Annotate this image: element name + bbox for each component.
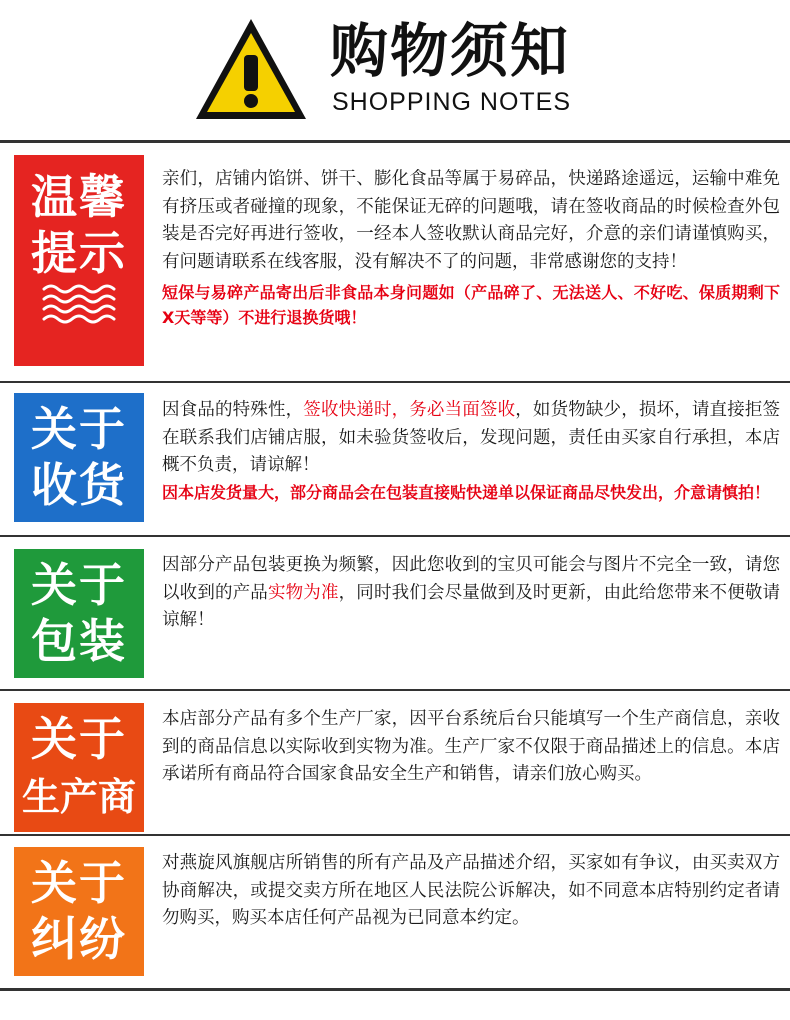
paragraph: 对燕旋风旗舰店所销售的所有产品及产品描述介绍，买家如有争议，由买卖双方协商解决，或提交卖方所在地区人民法院公诉解决，如不同意本店特别约定者请勿购买，购买本店任何产品视为已同意本约定。 <box>162 853 780 928</box>
badge-packaging <box>14 549 144 678</box>
badge-line-1: 关于 <box>31 712 127 766</box>
page-subtitle: SHOPPING NOTES <box>332 88 572 116</box>
badge-line-1: 温馨 <box>31 170 127 224</box>
text-part: ，同时我们会尽量做到及时更新，由此给您带来不便敬请谅解！ <box>162 582 781 630</box>
divider <box>0 689 790 691</box>
section-text-receiving <box>162 397 780 505</box>
waves-icon <box>40 281 118 325</box>
badge-line-2: 包装 <box>31 614 127 668</box>
page-header <box>0 0 790 140</box>
divider <box>0 140 790 143</box>
section-text-warm-tips <box>162 166 780 330</box>
paragraph: 亲们，店铺内馅饼、饼干、膨化食品等属于易碎品，快递路途遥远，运输中难免有挤压或者碰撞的现象，不能保证无碎的问题哦，请在签收商品的时候检查外包装是否完好再进行签收，一经本人签收默认商品完好，介意的亲们请谨慎购买，有问题请联系在线客服，没有解决不了的问题，非常感谢您的支持！ <box>162 169 780 272</box>
section-text-packaging <box>162 552 780 635</box>
badge-line-2: 纠纷 <box>31 912 127 966</box>
badge-line-2: 提示 <box>31 226 127 280</box>
section-text-disputes <box>162 850 780 933</box>
badge-manufacturer <box>14 703 144 832</box>
badge-line-2: 生产商 <box>21 775 136 819</box>
highlight-text: 签收快递时，务必当面签收 <box>303 400 516 420</box>
note: 因本店发货量大，部分商品会在包装直接贴快递单以保证商品尽快发出，介意请慎拍！ <box>162 482 771 502</box>
paragraph <box>162 397 780 480</box>
text-part: 因食品的特殊性， <box>162 400 304 420</box>
badge-line-1: 关于 <box>31 856 127 910</box>
warning-triangle-icon <box>192 15 310 123</box>
badge-line-1: 关于 <box>31 558 127 612</box>
badge-disputes <box>14 847 144 976</box>
divider <box>0 535 790 537</box>
note: 短保与易碎产品寄出后非食品本身问题如（产品碎了、无法送人、不好吃、保质期剩下X天等等）不进行退换货哦！ <box>162 283 780 327</box>
text-part: 因部分产品包装更换为频繁，因此您收到的宝贝可能会与图片不完全一致，请您以收到的产品 <box>162 555 780 603</box>
badge-warm-tips <box>14 155 144 366</box>
divider <box>0 834 790 836</box>
text-part: ，如货物缺少，损坏，请直接拒签在联系我们店铺店服，如未验货签收后，发现问题，责任由买家自行承担，本店概不负责，请谅解！ <box>162 400 781 475</box>
badge-receiving <box>14 393 144 522</box>
section-text-manufacturer <box>162 706 780 789</box>
badge-line-1: 关于 <box>31 402 127 456</box>
badge-line-2: 收货 <box>31 458 127 512</box>
divider <box>0 988 790 991</box>
paragraph <box>162 552 780 635</box>
paragraph: 本店部分产品有多个生产厂家，因平台系统后台只能填写一个生产商信息，亲收到的商品信息以实际收到实物为准。生产厂家不仅限于商品描述上的信息。本店承诺所有商品符合国家食品安全生产和销售，请亲们放心购买。 <box>162 709 780 784</box>
page-title: 购物须知 <box>330 17 571 85</box>
divider <box>0 381 790 383</box>
highlight-text: 实物为准 <box>267 582 339 603</box>
